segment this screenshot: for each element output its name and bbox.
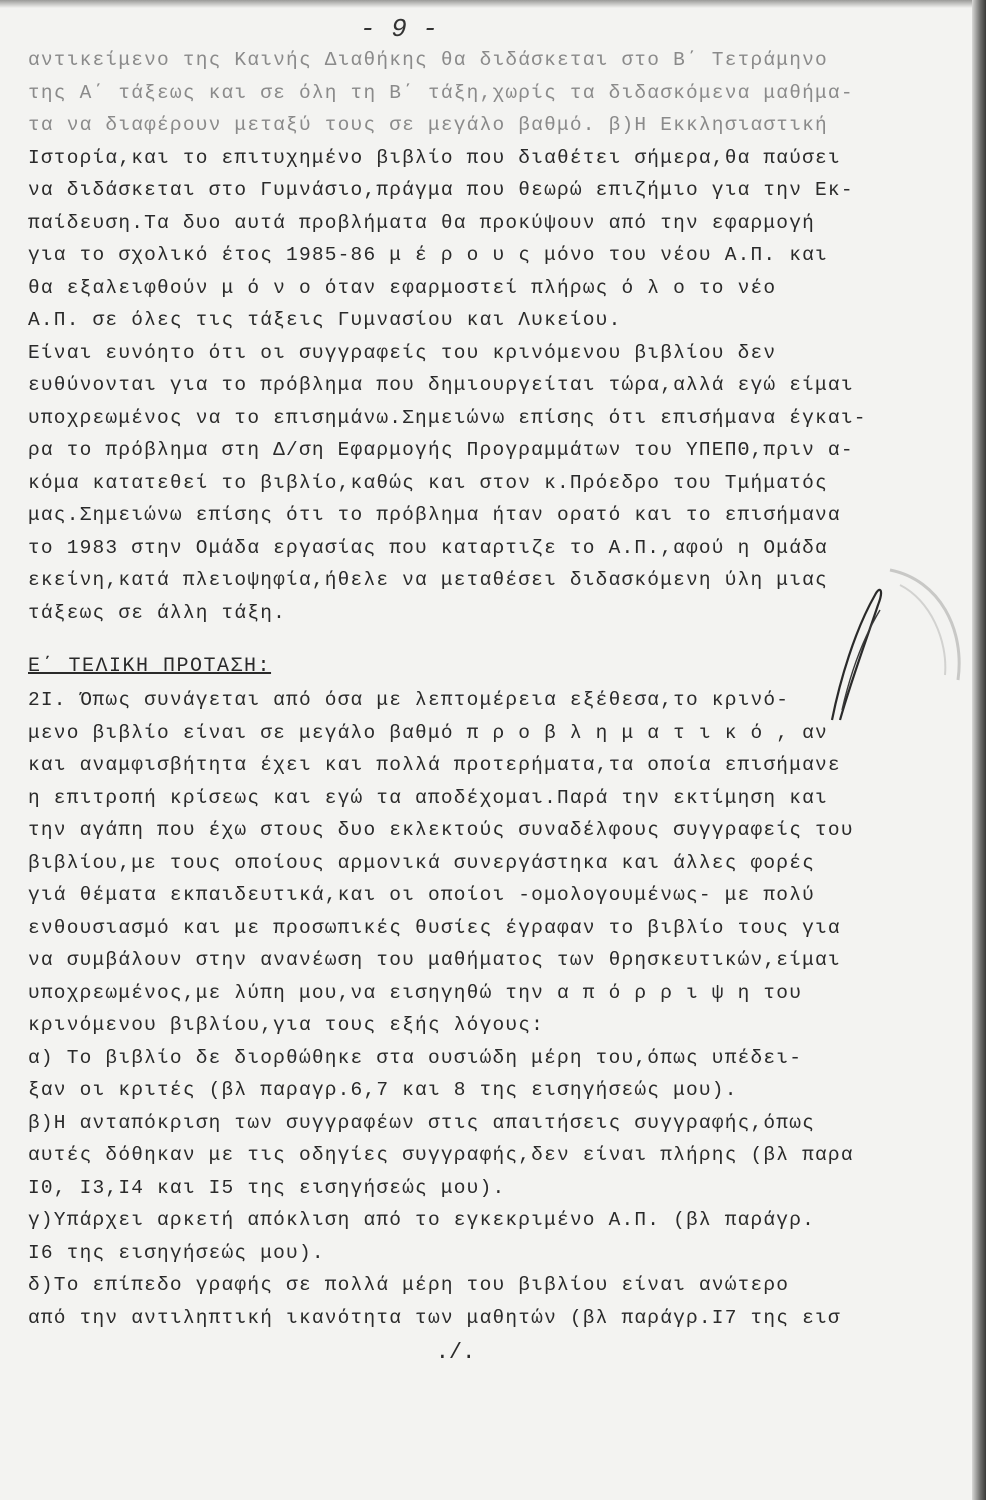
text-line: ξαν οι κριτές (βλ παραγρ.6,7 και 8 της εισηγήσεώς μου).	[28, 1079, 738, 1101]
list-item-c: γ)Υπάρχει αρκετή απόκλιση από το εγκεκριμένο Α.Π. (βλ παράγρ.	[28, 1209, 816, 1231]
text-line: ενθουσιασμό και με προσωπικές θυσίες έγραφαν το βιβλίο τους για	[28, 916, 841, 939]
text-line: αντικείμενο της Καινής Διαθήκης θα διδάσκεται στο Β΄ Τετράμηνο	[28, 49, 828, 71]
text-line: ρα το πρόβλημα στη Δ/ση Εφαρμογής Προγραμμάτων του ΥΠΕΠΘ,πριν α-	[28, 439, 854, 461]
text-line: κρινόμενου βιβλίου,για τους εξής λόγους:	[28, 1014, 545, 1036]
text-line: μενο βιβλίο είναι σε μεγάλο βαθμό π ρ ο β λ η μ α τ ι κ ό , αν	[28, 721, 828, 744]
list-item-b: β)Η ανταπόκριση των συγγραφέων στις απαιτήσεις συγγραφής,όπως	[28, 1111, 816, 1134]
section-heading-final-proposal: Ε΄ ΤΕΛΙΚΗ ΠΡΟΤΑΣΗ:	[28, 655, 272, 678]
text-line: εκείνη,κατά πλειοψηφία,ήθελε να μεταθέσει διδασκόμενη ύλη μιας	[28, 569, 828, 591]
text-line: παίδευση.Τα δυο αυτά προβλήματα θα προκύψουν από την εφαρμογή	[28, 211, 816, 234]
text-line: I6 της εισηγήσεώς μου).	[28, 1241, 325, 1264]
text-line: Α.Π. σε όλες τις τάξεις Γυμνασίου και Λυκείου.	[28, 309, 622, 331]
paragraph-final-proposal	[28, 684, 943, 1334]
text-line: το 1983 στην Ομάδα εργασίας που καταρτιζε το Α.Π.,αφού η Ομάδα	[28, 536, 828, 559]
text-line: θα εξαλειφθούν μ ό ν ο όταν εφαρμοστεί πλήρως ό λ ο το νέο	[28, 276, 777, 299]
paragraph-continuation	[28, 44, 943, 337]
list-item-d: δ)Το επίπεδο γραφής σε πολλά μέρη του βιβλίου είναι ανώτερο	[28, 1274, 790, 1296]
text-line: και αναμφισβήτητα έχει και πολλά προτερήματα,τα οποία επισήμανε	[28, 754, 841, 776]
text-line: τάξεως σε άλλη τάξη.	[28, 601, 287, 624]
text-line: υποχρεωμένος,με λύπη μου,να εισηγηθώ την α π ό ρ ρ ι ψ η του	[28, 981, 803, 1004]
text-line: βιβλίου,με τους οποίους αρμονικά συνεργάστηκα και άλλες φορές	[28, 851, 816, 874]
page-number: - 9 -	[360, 14, 439, 44]
end-mark: ./.	[435, 1340, 476, 1365]
page-right-edge	[972, 0, 986, 1500]
text-line: γιά θέματα εκπαιδευτικά,και οι οποίοι -ομολογουμένως- με πολύ	[28, 884, 816, 906]
text-line: τα να διαφέρουν μεταξύ τους σε μεγάλο βαθμό. β)Η Εκκλησιαστική	[28, 114, 828, 136]
text-line: μας.Σημειώνω επίσης ότι το πρόβλημα ήταν ορατό και το επισήμανα	[28, 504, 841, 526]
signature-stamp-mark	[780, 560, 970, 730]
text-line: I0, I3,I4 και I5 της εισηγήσεώς μου).	[28, 1176, 506, 1199]
text-line: από την αντιληπτική ικανότητα των μαθητών (βλ παράγρ.I7 της εισ	[28, 1306, 841, 1329]
text-line: για το σχολικό έτος 1985-86 μ έ ρ ο υ ς μόνο του νέου Α.Π. και	[28, 244, 828, 266]
text-line: ευθύνονται για το πρόβλημα που δημιουργείται τώρα,αλλά εγώ είμαι	[28, 374, 854, 396]
text-line: 2I. Όπως συνάγεται από όσα με λεπτομέρεια εξέθεσα,το κρινό-	[28, 689, 790, 711]
text-line: υποχρεωμένος να το επισημάνω.Σημειώνω επίσης ότι επισήμανα έγκαι-	[28, 406, 867, 429]
text-line: κόμα κατατεθεί το βιβλίο,καθώς και στον κ.Πρόεδρο του Τμήματός	[28, 471, 828, 494]
text-line: της Α΄ τάξεως και σε όλη τη Β΄ τάξη,χωρίς τα διδασκόμενα μαθήμα-	[28, 81, 854, 104]
text-line: η επιτροπή κρίσεως και εγώ τα αποδέχομαι.Παρά την εκτίμηση και	[28, 786, 828, 809]
page-top-edge	[0, 0, 986, 8]
text-line: την αγάπη που έχω στους δυο εκλεκτούς συναδέλφους συγγραφείς του	[28, 819, 854, 841]
text-line: Ιστορία,και το επιτυχημένο βιβλίο που διαθέτει σήμερα,θα παύσει	[28, 146, 841, 169]
text-line: Είναι ευνόητο ότι οι συγγραφείς του κρινόμενου βιβλίου δεν	[28, 341, 777, 364]
text-line: να διδάσκεται στο Γυμνάσιο,πράγμα που θεωρώ επιζήμιο για την Εκ-	[28, 179, 854, 201]
text-line: αυτές δόθηκαν με τις οδηγίες συγγραφής,δεν είναι πλήρης (βλ παρα	[28, 1144, 854, 1166]
list-item-a: α) Το βιβλίο δε διορθώθηκε στα ουσιώδη μέρη του,όπως υπέδει-	[28, 1046, 803, 1069]
text-line: να συμβάλουν στην ανανέωση του μαθήματος των θρησκευτικών,είμαι	[28, 949, 841, 971]
